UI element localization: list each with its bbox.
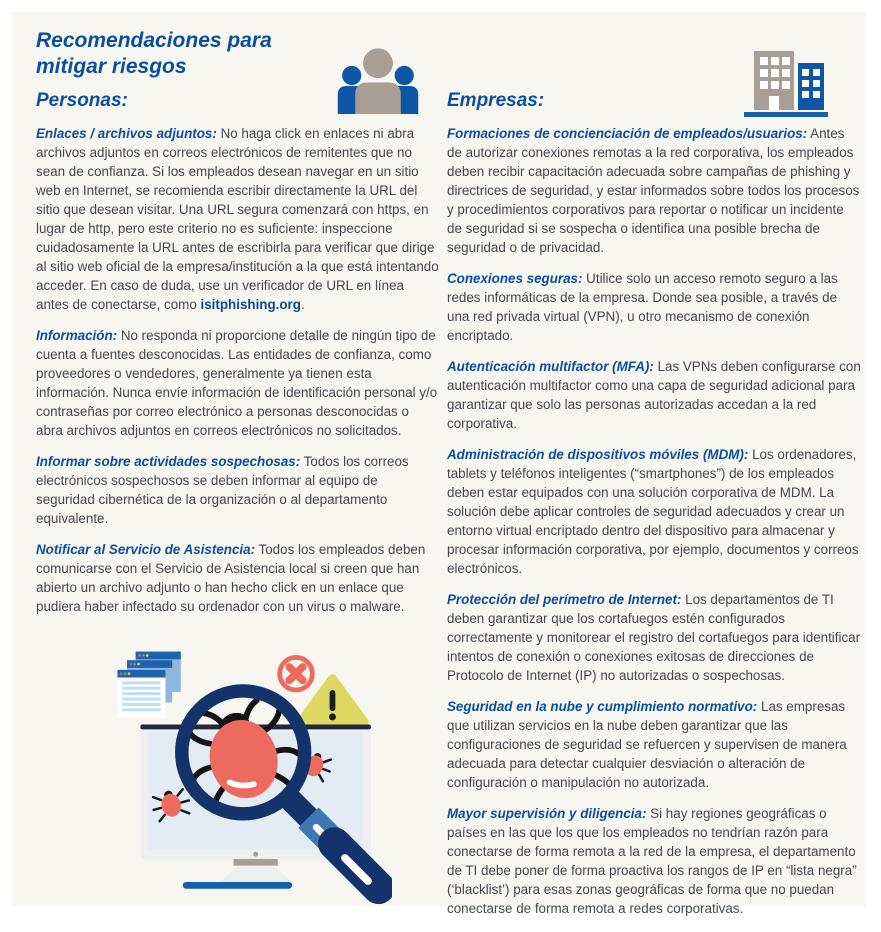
paragraph-seguridad-nube (447, 697, 862, 792)
blocked-cross-circle (280, 657, 313, 690)
paragraph-informar-actividades (36, 452, 439, 528)
paragraph-text: Los ordenadores, tablets y teléfonos inteligentes (“smartphones”) de los empleados deben estar equipados con una solución corporativa de MDM. La solución debe aplicar controles de seguridad adecuados y crear un entorno virtual encriptado dentro del dispositivo para almacenar y procesar información corporativa, por ejemplo, documentos y correos electrónicos. (447, 447, 859, 576)
paragraph-suffix: . (300, 297, 305, 312)
paragraph-lead: Seguridad en la nube y cumplimiento normativo: (447, 699, 758, 714)
paragraph-lead: Notificar al Servicio de Asistencia: (36, 542, 256, 557)
personas-heading: Personas: (36, 90, 128, 111)
paragraph-perimetro-internet (447, 590, 862, 685)
column-empresas (447, 12, 862, 918)
paragraph-text: No responda ni proporcione detalle de ningún tipo de cuenta a fuentes desconocidas. Las entidades de confianza, como proveedores o vendedores, generalmente ya tienen esta información. Nunca envíe información de identificación personal y/o contraseñas por correo electrónico a personas desconocidas o abra archivos adjuntos en correos electrónicos no solicitados. (36, 328, 438, 438)
paragraph-lead: Información: (36, 328, 118, 343)
page-title-line2: mitigar riesgos (36, 55, 187, 78)
column-personas (36, 12, 439, 616)
paragraph-mdm (447, 445, 862, 578)
page-title-line1: Recomendaciones para (36, 29, 272, 52)
isitphishing-link[interactable]: isitphishing.org (200, 297, 301, 312)
paragraph-lead: Conexiones seguras: (447, 271, 583, 286)
paragraph-text: No haga click en enlaces ni abra archivos adjuntos en correos electrónicos de remitentes que no sean de confianza. Si los empleados desean navegar en un sitio web en Internet, se recomienda escribir directamente la URL del sitio que desean visitar. Una URL segura comenzará con https, en lugar de http, pero este criterio no es suficiente: inspeccione cuidadosamente la URL antes de escribirla para verificar que dirige al sitio web oficial de la empresa/institución a la que está intentando acceder. En caso de duda, use un verificador de URL en línea antes de conectarse, como (36, 126, 439, 312)
paragraph-formaciones (447, 124, 862, 257)
browser-windows-stack (117, 652, 180, 718)
malware-scan-illustration (104, 640, 392, 932)
paragraph-lead: Protección del perímetro de Internet: (447, 592, 682, 607)
paragraph-text: Utilice solo un acceso remoto seguro a las redes informáticas de la empresa. Donde sea posible, a través de una red privada virtual (VPN), u otro mecanismo de conexión encriptado. (447, 271, 838, 343)
paragraph-text: Los departamentos de TI deben garantizar que los cortafuegos estén configurados correctamente y monitorear el registro del cortafuegos para identificar intentos de conexión o conexiones exitosas de direcciones de Protocolo de Internet (IP) no autorizadas o sospechosas. (447, 592, 861, 683)
empresas-heading: Empresas: (447, 90, 545, 111)
paragraph-text: Antes de autorizar conexiones remotas a la red corporativa, los empleados deben recibir capacitación adecuada sobre campañas de phishing y directrices de seguridad, y estar informados sobre todos los procesos y procedimientos corporativos para reportar o notificar un incidente de seguridad si se sospecha o identifica una posible brecha de seguridad o de privacidad. (447, 126, 860, 255)
paragraph-lead: Autenticación multifactor (MFA): (447, 359, 654, 374)
paragraph-lead: Administración de dispositivos móviles (MDM): (447, 447, 749, 462)
paragraph-text: Todos los empleados deben comunicarse con el Servicio de Asistencia local si creen que han abierto un archivo adjunto o han hecho click en un enlace que pudiera haber infectado su ordenador con un virus o malware. (36, 542, 426, 614)
paragraph-lead: Enlaces / archivos adjuntos: (36, 126, 217, 141)
paragraph-mayor-supervision (447, 804, 862, 918)
paragraph-lead: Informar sobre actividades sospechosas: (36, 454, 301, 469)
paragraph-mfa (447, 357, 862, 433)
paragraph-text: Si hay regiones geográficas o países en las que los que los empleados no tendrían razón para conectarse de forma remota a la red de la empresa, el departamento de TI debe poner de forma proactiva los rangos de IP en “lista negra” (‘blacklist’) para esas zonas geográficas de forma que no puedan conectarse de forma remota a redes corporativas. (447, 806, 857, 916)
paragraph-conexiones-seguras (447, 269, 862, 345)
paragraph-notificar-asistencia (36, 540, 439, 616)
paragraph-informacion (36, 326, 439, 440)
paragraph-lead: Formaciones de concienciación de empleados/usuarios: (447, 126, 808, 141)
paragraph-text: Las VPNs deben configurarse con autenticación multifactor como una capa de seguridad adicional para garantizar que solo las personas autorizadas accedan a la red corporativa. (447, 359, 861, 431)
paragraph-lead: Mayor supervisión y diligencia: (447, 806, 647, 821)
paragraph-enlaces (36, 124, 439, 314)
document-panel (12, 12, 866, 916)
paragraph-text: Todos los correos electrónicos sospechosos se deben informar al equipo de seguridad cibernética de la organización o al departamento equivalente. (36, 454, 409, 526)
paragraph-text: Las empresas que utilizan servicios en la nube deben garantizar que las configuraciones de seguridad se refuercen y supervisen de manera adecuada para detectar cualquier desviación o alteración de configuración o manipulación no autorizada. (447, 699, 847, 790)
